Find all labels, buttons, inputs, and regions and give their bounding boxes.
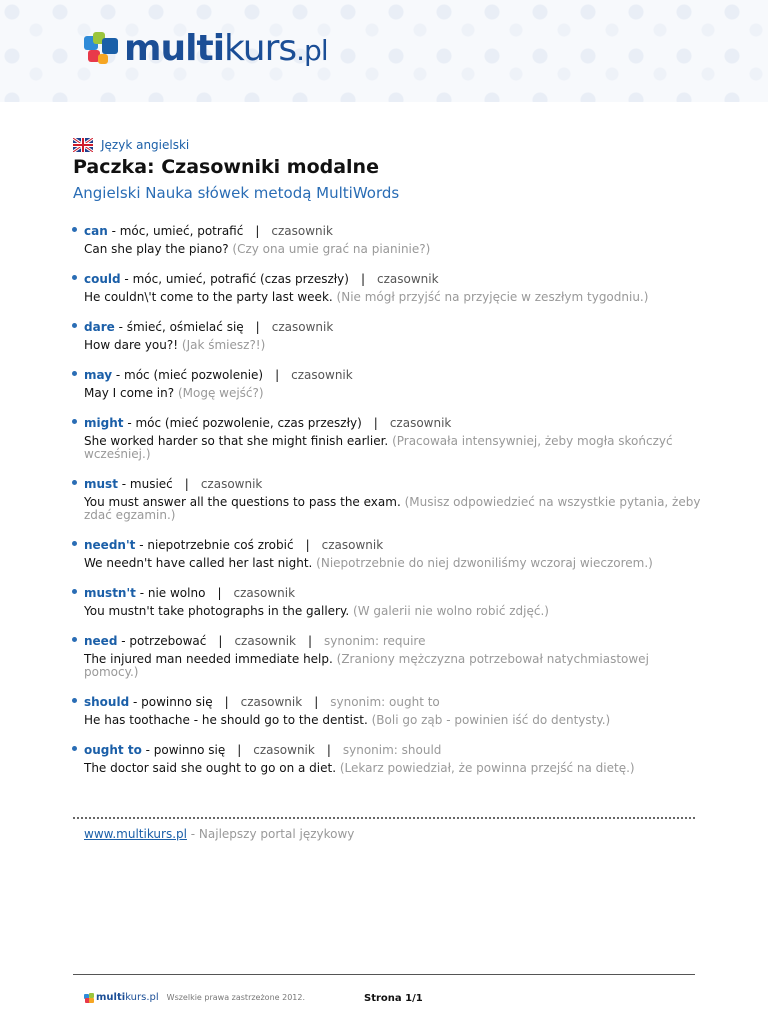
entry-meaning: - móc (mieć pozwolenie) (112, 368, 264, 382)
entry-headline (84, 741, 702, 759)
entry-word: must (84, 477, 118, 491)
entry-headline (84, 318, 702, 336)
separator: | (255, 224, 260, 238)
entry-example (84, 243, 702, 256)
footer-tagline: - Najlepszy portal językowy (186, 827, 355, 841)
entry-word: can (84, 224, 108, 238)
bottom-divider (73, 974, 695, 975)
entry-synonym: synonim: require (324, 634, 426, 648)
example-sentence: Can she play the piano? (84, 242, 229, 256)
entry-part-of-speech: czasownik (321, 538, 384, 552)
header-banner (0, 0, 768, 102)
multikurs-logo[interactable] (84, 30, 328, 70)
entry-word: may (84, 368, 113, 382)
page-number: Strona 1/1 (364, 993, 423, 1004)
bullet-icon (72, 746, 77, 751)
word-list (72, 222, 702, 789)
bullet-icon (72, 275, 77, 280)
list-item (72, 475, 702, 522)
entry-part-of-speech: czasownik (389, 416, 452, 430)
logo-mark-icon (84, 32, 120, 68)
entry-headline (84, 270, 702, 288)
separator: | (184, 477, 189, 491)
list-item (72, 222, 702, 256)
separator: | (307, 634, 313, 648)
dotted-divider (73, 817, 695, 819)
list-item (72, 584, 702, 618)
bullet-icon (72, 227, 77, 232)
entry-headline (84, 584, 702, 602)
entry-headline (84, 366, 702, 384)
list-item (72, 318, 702, 352)
entry-example (84, 387, 702, 400)
mini-logo-icon (84, 993, 94, 1003)
entry-word: ought to (84, 743, 142, 757)
entry-part-of-speech: czasownik (234, 634, 296, 648)
example-translation: (Jak śmiesz?!) (181, 338, 266, 352)
example-translation: (Mogę wejść?) (177, 386, 264, 400)
entry-part-of-speech: czasownik (271, 224, 333, 238)
bullet-icon (72, 419, 77, 424)
entry-example (84, 605, 702, 618)
entry-example (84, 496, 702, 522)
bullet-icon (72, 480, 77, 485)
entry-part-of-speech: czasownik (240, 695, 303, 709)
entry-word: dare (84, 320, 115, 334)
list-item (72, 414, 702, 461)
bullet-icon (72, 541, 77, 546)
separator: | (218, 634, 223, 648)
entry-headline (84, 414, 702, 432)
page-title: Paczka: Czasowniki modalne (73, 156, 379, 178)
language-row (73, 137, 189, 153)
entry-part-of-speech: czasownik (377, 272, 439, 286)
separator: | (326, 743, 331, 757)
language-label[interactable]: Język angielski (101, 138, 190, 152)
entry-word: needn't (84, 538, 136, 552)
separator: | (314, 695, 319, 709)
multikurs-link[interactable]: www.multikurs.pl (84, 827, 187, 841)
separator: | (237, 743, 242, 757)
list-item (72, 366, 702, 400)
entry-word: could (84, 272, 121, 286)
entry-synonym: synonim: should (342, 743, 442, 757)
page-subtitle: Angielski Nauka słówek metodą MultiWords (73, 184, 400, 202)
entry-example (84, 435, 702, 461)
example-translation: (Nie mógł przyjść na przyjęcie w zeszłym tygodniu.) (336, 290, 649, 304)
example-translation: (W galerii nie wolno robić zdjęć.) (353, 604, 549, 618)
footer-link-row (84, 827, 354, 841)
bullet-icon (72, 323, 77, 328)
entry-synonym: synonim: ought to (330, 695, 440, 709)
bullet-icon (72, 637, 77, 642)
entry-headline (84, 475, 702, 493)
example-translation: (Musisz odpowiedzieć na wszystkie pytania, żeby zdać egzamin.) (84, 495, 701, 522)
separator: | (217, 586, 222, 600)
entry-example (84, 557, 702, 570)
entry-headline (84, 536, 702, 554)
entry-meaning: - powinno się (141, 743, 226, 757)
entry-headline (84, 222, 702, 240)
entry-example (84, 291, 702, 304)
bullet-icon (72, 698, 77, 703)
example-sentence: We needn't have called her last night. (84, 556, 313, 570)
separator: | (305, 538, 310, 552)
entry-meaning: - śmieć, ośmielać się (114, 320, 244, 334)
logo-wordmark: multikurs.pl (124, 28, 328, 69)
entry-part-of-speech: czasownik (271, 320, 334, 334)
footer-logo (84, 992, 305, 1003)
separator: | (373, 416, 378, 430)
entry-part-of-speech: czasownik (291, 368, 353, 382)
entry-headline (84, 632, 702, 650)
entry-word: should (84, 695, 130, 709)
entry-word: mustn't (84, 586, 136, 600)
list-item (72, 632, 702, 679)
example-translation: (Boli go ząb - powinien iść do dentysty.) (371, 713, 611, 727)
entry-part-of-speech: czasownik (200, 477, 263, 491)
separator: | (360, 272, 366, 286)
separator: | (255, 320, 260, 334)
entry-headline (84, 693, 702, 711)
list-item (72, 693, 702, 727)
entry-example (84, 653, 702, 679)
entry-example (84, 762, 702, 775)
example-sentence: She worked harder so that she might finish earlier. (84, 434, 389, 448)
list-item (72, 536, 702, 570)
entry-meaning: - musieć (117, 477, 173, 491)
entry-example (84, 339, 702, 352)
entry-word: need (84, 634, 118, 648)
entry-meaning: - niepotrzebnie coś zrobić (135, 538, 294, 552)
entry-example (84, 714, 702, 727)
entry-meaning: - nie wolno (135, 586, 206, 600)
copyright-text: Wszelkie prawa zastrzeżone 2012. (166, 993, 306, 1002)
mini-wordmark: multikurs.pl (96, 992, 159, 1003)
entry-word: might (84, 416, 124, 430)
example-translation: (Czy ona umie grać na pianinie?) (232, 242, 431, 256)
example-sentence: You must answer all the questions to pass the exam. (84, 495, 401, 509)
entry-part-of-speech: czasownik (253, 743, 315, 757)
example-sentence: He couldn\'t come to the party last week. (84, 290, 333, 304)
example-translation: (Zraniony mężczyzna potrzebował natychmiastowej pomocy.) (84, 652, 649, 679)
example-sentence: The injured man needed immediate help. (84, 652, 333, 666)
entry-part-of-speech: czasownik (233, 586, 296, 600)
separator: | (224, 695, 229, 709)
example-sentence: The doctor said she ought to go on a diet. (84, 761, 337, 775)
example-sentence: You mustn't take photographs in the gallery. (84, 604, 350, 618)
example-sentence: How dare you?! (84, 338, 179, 352)
entry-meaning: - móc, umieć, potrafić (czas przeszły) (120, 272, 349, 286)
example-translation: (Lekarz powiedział, że powinna przejść na dietę.) (339, 761, 635, 775)
bullet-icon (72, 371, 77, 376)
example-translation: (Pracowała intensywniej, żeby mogła skończyć wcześniej.) (84, 434, 673, 461)
bullet-icon (72, 589, 77, 594)
entry-meaning: - potrzebować (117, 634, 207, 648)
uk-flag-icon (73, 138, 93, 152)
entry-meaning: - móc, umieć, potrafić (107, 224, 244, 238)
example-sentence: May I come in? (84, 386, 175, 400)
list-item (72, 270, 702, 304)
example-sentence: He has toothache - he should go to the dentist. (84, 713, 368, 727)
example-translation: (Niepotrzebnie do niej dzwoniliśmy wczoraj wieczorem.) (316, 556, 653, 570)
entry-meaning: - powinno się (129, 695, 213, 709)
separator: | (275, 368, 280, 382)
entry-meaning: - móc (mieć pozwolenie, czas przeszły) (123, 416, 362, 430)
list-item (72, 741, 702, 775)
